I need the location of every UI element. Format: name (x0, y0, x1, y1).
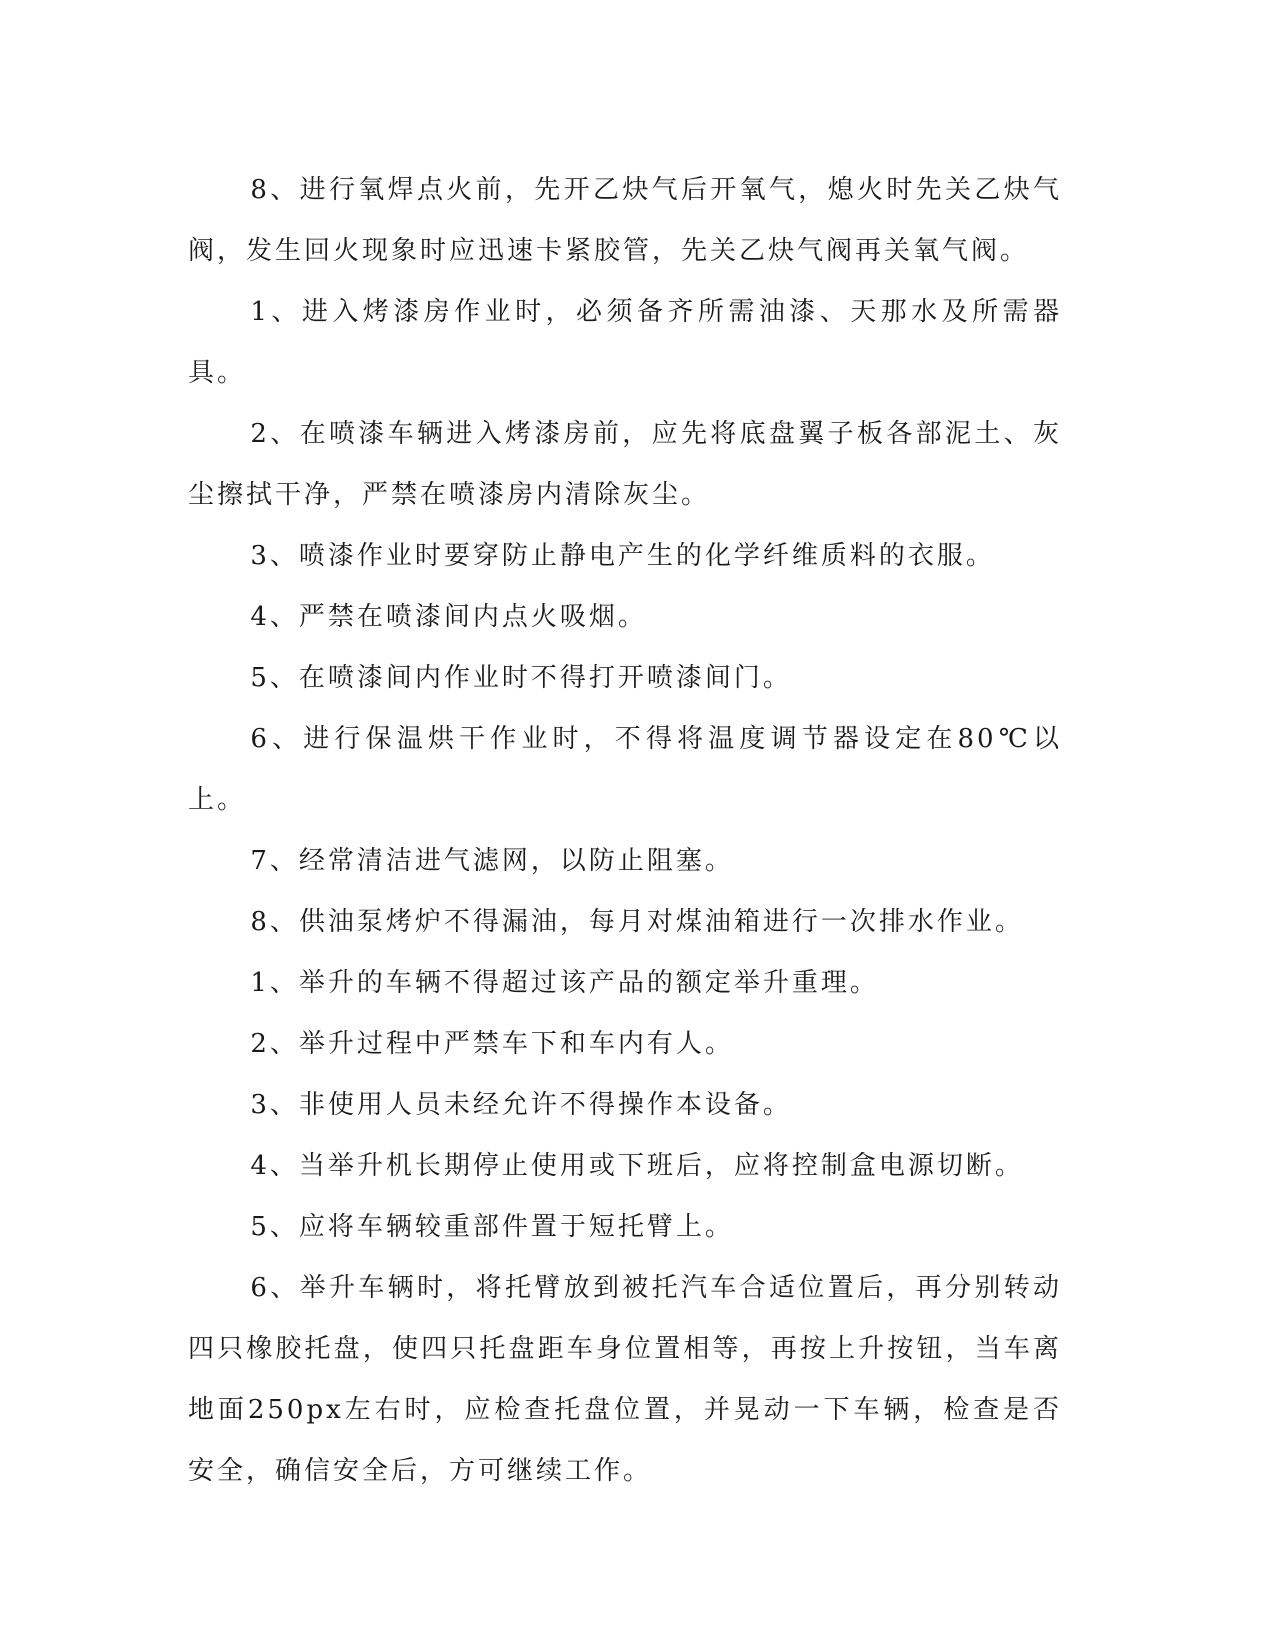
document-body (188, 160, 1062, 1502)
paragraph-authorized-operators: 3、非使用人员未经允许不得操作本设备。 (250, 1090, 792, 1120)
paragraph-antistatic-clothing: 3、喷漆作业时要穿防止静电产生的化学纤维质料的衣服。 (250, 541, 995, 571)
paragraph-paint-booth-prepare: 1、进入烤漆房作业时，必须备齐所需油漆、天那水及所需器具。 (188, 297, 1062, 388)
paragraph-cut-power: 4、当举升机长期停止使用或下班后，应将控制盒电源切断。 (250, 1151, 1024, 1181)
paragraph-temperature-limit: 6、进行保温烘干作业时，不得将温度调节器设定在80℃以上。 (188, 724, 1062, 815)
paragraph-keep-door-closed: 5、在喷漆间内作业时不得打开喷漆间门。 (250, 663, 792, 693)
paragraph-oxy-welding-ignition: 8、进行氧焊点火前，先开乙炔气后开氧气，熄火时先关乙炔气阀，发生回火现象时应迅速卡紧胶管，先关乙炔气阀再关氧气阀。 (188, 175, 1062, 266)
paragraph-lift-weight-limit: 1、举升的车辆不得超过该产品的额定举升重理。 (250, 968, 879, 998)
paragraph-no-smoking: 4、严禁在喷漆间内点火吸烟。 (250, 602, 647, 632)
paragraph-clean-vehicle-before-spray: 2、在喷漆车辆进入烤漆房前，应先将底盘翼子板各部泥土、灰尘擦拭干净，严禁在喷漆房内清除灰尘。 (188, 419, 1062, 510)
paragraph-lifting-procedure: 6、举升车辆时，将托臂放到被托汽车合适位置后，再分别转动四只橡胶托盘，使四只托盘距车身位置相等，再按上升按钮，当车离地面250px左右时，应检查托盘位置，并晃动一下车辆，检查是否安全，确信安全后，方可继续工作。 (188, 1273, 1062, 1486)
paragraph-oil-pump-drain: 8、供油泵烤炉不得漏油，每月对煤油箱进行一次排水作业。 (250, 907, 1024, 937)
paragraph-heavy-parts-short-arm: 5、应将车辆较重部件置于短托臂上。 (250, 1212, 734, 1242)
paragraph-no-people-during-lift: 2、举升过程中严禁车下和车内有人。 (250, 1029, 734, 1059)
paragraph-clean-filter: 7、经常清洁进气滤网，以防止阻塞。 (250, 846, 734, 876)
